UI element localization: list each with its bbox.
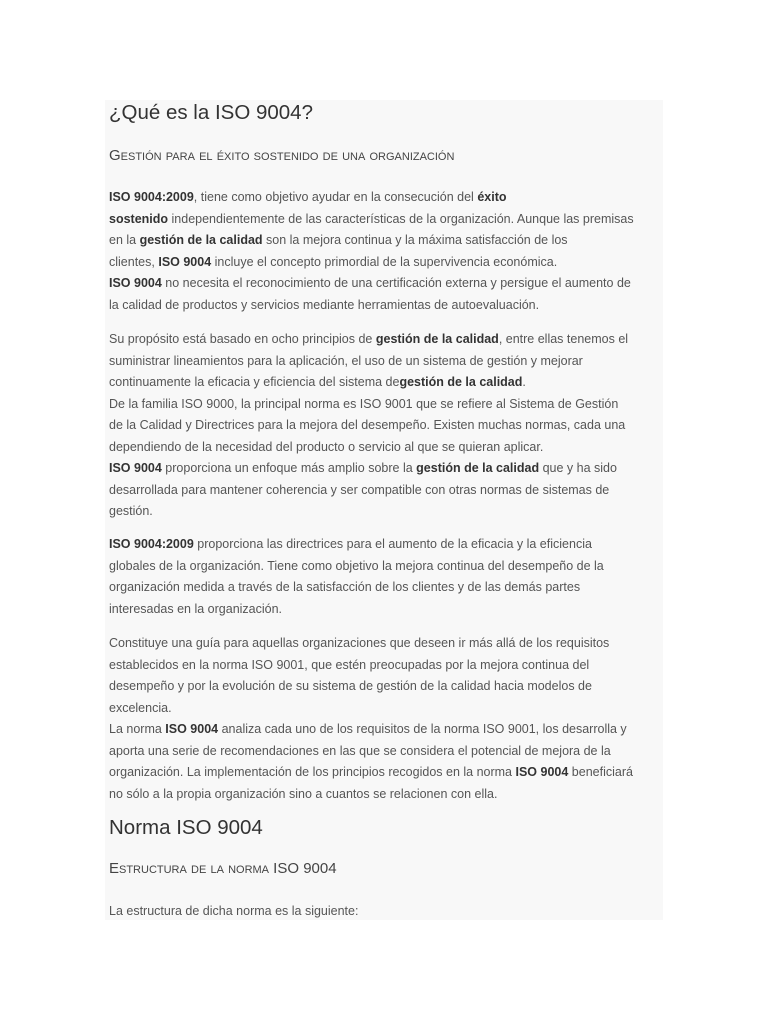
page-title: ¿Qué es la ISO 9004?: [109, 101, 313, 124]
section-subtitle: Gestión para el éxito sostenido de una organización: [109, 147, 455, 164]
section-title-norma: Norma ISO 9004: [109, 816, 263, 839]
document-page: [105, 100, 663, 920]
paragraph-guidelines: ISO 9004:2009 proporciona las directrices para el aumento de la eficacia y la eficiencia globales de la organización. Tiene como objetivo la mejora continua del desempeño de la organización medida a través de la satisfacción de los clientes y de las demás partes interesadas en la organización.: [109, 537, 604, 616]
paragraph-principles: Su propósito está basado en ocho principios de gestión de la calidad, entre ellas tenemos el suministrar lineamientos para la aplicación, el uso de un sistema de gestión y mejorar continuamente la eficacia y eficiencia del sistema degestión de la calidad. De la familia ISO 9000, la principal norma es ISO 9001 que se refiere al Sistema de Gestión de la Calidad y Directrices para la mejora del desempeño. Existen muchas normas, cada una dependiendo de la necesidad del producto o servicio al que se quieran aplicar. ISO 9004 proporciona un enfoque más amplio sobre la gestión de la calidad que y ha sido desarrollada para mantener coherencia y ser compatible con otras normas de sistemas de gestión.: [109, 332, 629, 518]
paragraph-guide: Constituye una guía para aquellas organizaciones que deseen ir más allá de los requisitos establecidos en la norma ISO 9001, que estén preocupadas por la mejora continua del desempeño y por la evolución de su sistema de gestión de la calidad hacia modelos de excelencia. La norma ISO 9004 analiza cada uno de los requisitos de la norma ISO 9001, los desarrolla y aporta una serie de recomendaciones en las que se considera el potencial de mejora de la organización. La implementación de los principios recogidos en la norma ISO 9004 beneficiará no sólo a la propia organización sino a cuantos se relacionen con ella.: [109, 636, 633, 801]
paragraph-intro: ISO 9004:2009, tiene como objetivo ayudar en la consecución del éxito sostenido independientemente de las características de la organización. Aunque las premisas en la gestión de la calidad son la mejora continua y la máxima satisfacción de los clientes, ISO 9004 incluye el concepto primordial de la supervivencia económica. ISO 9004 no necesita el reconocimiento de una certificación externa y persigue el aumento de la calidad de productos y servicios mediante herramientas de autoevaluación.: [109, 190, 634, 312]
paragraph-structure: La estructura de dicha norma es la siguiente:: [109, 904, 359, 918]
section-subtitle-estructura: Estructura de la norma ISO 9004: [109, 860, 337, 877]
